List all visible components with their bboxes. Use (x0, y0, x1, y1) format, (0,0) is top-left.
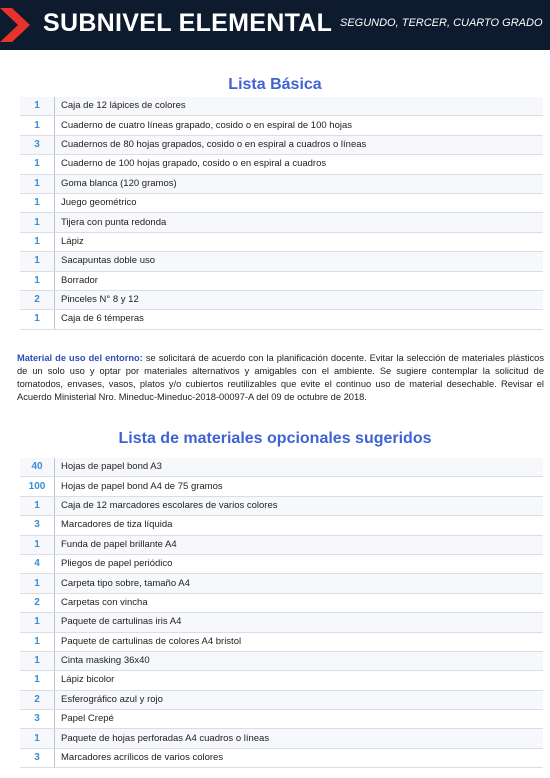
list-item (20, 458, 543, 477)
list-item (20, 310, 543, 329)
header-banner (0, 0, 550, 50)
list-item (20, 574, 543, 593)
list-item (20, 271, 543, 290)
list-item (20, 729, 543, 748)
note-lead: Material de uso del entorno: (17, 353, 143, 363)
list-item (20, 477, 543, 496)
item-description: Cuaderno de cuatro líneas grapado, cosido o en espiral de 100 hojas (55, 116, 544, 135)
item-quantity: 1 (20, 174, 55, 193)
list-item (20, 116, 543, 135)
item-description: Marcadores de tiza líquida (55, 516, 544, 535)
list-item (20, 174, 543, 193)
list-item (20, 710, 543, 729)
list-item (20, 135, 543, 154)
list-item (20, 496, 543, 515)
item-description: Juego geométrico (55, 193, 544, 212)
chevron-right-icon (0, 8, 34, 42)
item-quantity: 40 (20, 458, 55, 477)
list-item (20, 155, 543, 174)
item-quantity: 1 (20, 535, 55, 554)
item-description: Carpeta tipo sobre, tamaño A4 (55, 574, 544, 593)
item-quantity: 1 (20, 213, 55, 232)
item-quantity: 1 (20, 729, 55, 748)
item-description: Pinceles N° 8 y 12 (55, 290, 544, 309)
item-quantity: 1 (20, 193, 55, 212)
item-description: Cuadernos de 80 hojas grapados, cosido o en espiral a cuadros o líneas (55, 135, 544, 154)
item-description: Paquete de cartulinas iris A4 (55, 613, 544, 632)
basic-list-table (20, 97, 543, 330)
item-description: Goma blanca (120 gramos) (55, 174, 544, 193)
item-description: Hojas de papel bond A3 (55, 458, 544, 477)
item-quantity: 2 (20, 690, 55, 709)
list-item (20, 593, 543, 612)
item-description: Pliegos de papel periódico (55, 554, 544, 573)
item-description: Tijera con punta redonda (55, 213, 544, 232)
item-description: Borrador (55, 271, 544, 290)
item-quantity: 2 (20, 290, 55, 309)
item-quantity: 1 (20, 613, 55, 632)
list-item (20, 535, 543, 554)
item-description: Funda de papel brillante A4 (55, 535, 544, 554)
list-item (20, 97, 543, 116)
item-quantity: 1 (20, 155, 55, 174)
note-text: se solicitará de acuerdo con la planificación docente. Evitar la selección de materiales plásticos de un solo uso y optar por materiales alternativos y amigables con el ambiente. Se sugiere contemplar la solicitud de tomatodos, envases, vasos, platos y/o cubiertos reutilizables que evite el continuo uso de material desechable. Revisar el Acuerdo Ministerial Nro. Mineduc-Mineduc-2018-00097-A del 09 de octubre de 2018. (17, 353, 544, 402)
item-description: Marcadores acrílicos de varios colores (55, 748, 544, 767)
list-item (20, 554, 543, 573)
list-item (20, 690, 543, 709)
page-subtitle: SEGUNDO, TERCER, CUARTO GRADO (340, 17, 543, 29)
item-quantity: 1 (20, 97, 55, 116)
item-description: Esferográfico azul y rojo (55, 690, 544, 709)
list-item (20, 232, 543, 251)
item-quantity: 1 (20, 116, 55, 135)
environment-note (17, 352, 544, 404)
item-quantity: 1 (20, 310, 55, 329)
list-item (20, 651, 543, 670)
item-description: Lápiz (55, 232, 544, 251)
item-description: Papel Crepé (55, 710, 544, 729)
item-quantity: 4 (20, 554, 55, 573)
list-item (20, 213, 543, 232)
item-quantity: 2 (20, 593, 55, 612)
item-quantity: 1 (20, 632, 55, 651)
item-description: Paquete de cartulinas de colores A4 bristol (55, 632, 544, 651)
list-item (20, 252, 543, 271)
item-description: Carpetas con vincha (55, 593, 544, 612)
item-quantity: 3 (20, 748, 55, 767)
item-quantity: 1 (20, 651, 55, 670)
item-description: Hojas de papel bond A4 de 75 gramos (55, 477, 544, 496)
basic-list-title: Lista Básica (228, 76, 322, 93)
item-description: Cuaderno de 100 hojas grapado, cosido o en espiral a cuadros (55, 155, 544, 174)
list-item (20, 671, 543, 690)
item-quantity: 1 (20, 271, 55, 290)
item-quantity: 1 (20, 671, 55, 690)
item-quantity: 1 (20, 574, 55, 593)
item-quantity: 3 (20, 135, 55, 154)
optional-list-table (20, 458, 543, 768)
item-description: Paquete de hojas perforadas A4 cuadros o líneas (55, 729, 544, 748)
item-quantity: 1 (20, 252, 55, 271)
list-item (20, 290, 543, 309)
list-item (20, 516, 543, 535)
list-item (20, 632, 543, 651)
page-title: SUBNIVEL ELEMENTAL (43, 9, 333, 37)
item-description: Caja de 12 lápices de colores (55, 97, 544, 116)
item-description: Caja de 6 témperas (55, 310, 544, 329)
item-description: Sacapuntas doble uso (55, 252, 544, 271)
item-quantity: 3 (20, 710, 55, 729)
list-item (20, 748, 543, 767)
item-description: Caja de 12 marcadores escolares de varios colores (55, 496, 544, 515)
item-quantity: 1 (20, 232, 55, 251)
item-description: Lápiz bicolor (55, 671, 544, 690)
list-item (20, 193, 543, 212)
item-quantity: 3 (20, 516, 55, 535)
list-item (20, 613, 543, 632)
item-quantity: 100 (20, 477, 55, 496)
item-quantity: 1 (20, 496, 55, 515)
item-description: Cinta masking 36x40 (55, 651, 544, 670)
optional-list-title: Lista de materiales opcionales sugeridos (118, 430, 432, 447)
